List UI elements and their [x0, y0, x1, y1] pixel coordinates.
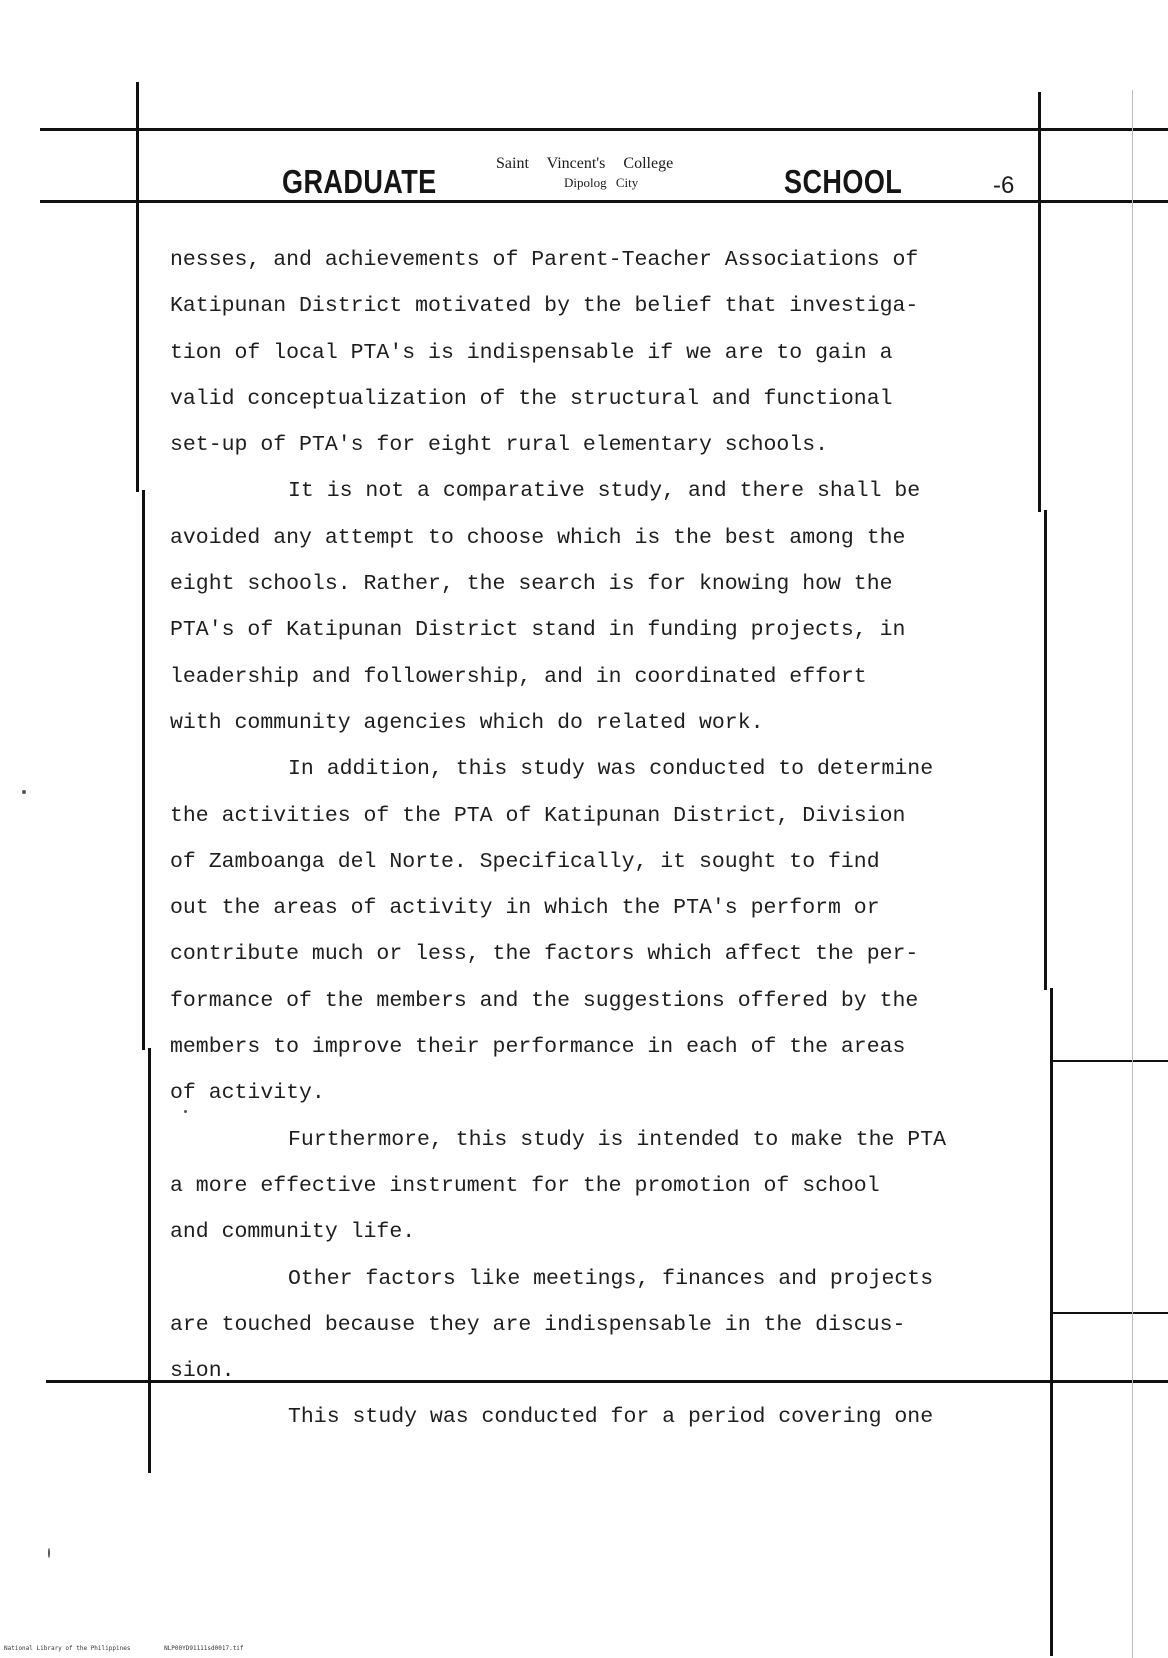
text-line: members to improve their performance in each of the areas — [170, 1035, 906, 1060]
text-line: avoided any attempt to choose which is the best among the — [170, 525, 906, 550]
text-line: valid conceptualization of the structural and functional — [170, 386, 893, 411]
text-line: set-up of PTA's for eight rural elementary schools. — [170, 433, 829, 458]
scan-speck — [22, 790, 26, 794]
college-name: Saint Vincent's College — [496, 155, 674, 172]
footer-filename: NLP00YD91111sd0017.tif — [164, 1645, 244, 1652]
text-line: PTA's of Katipunan District stand in funding projects, in — [170, 618, 906, 643]
text-line: Katipunan District motivated by the belief that investiga- — [170, 294, 919, 319]
text-line: nesses, and achievements of Parent-Teacher Associations of — [170, 248, 919, 272]
paragraph-start: Other factors like meetings, finances and projects — [288, 1266, 934, 1291]
top-rule — [40, 128, 1168, 131]
text-line: eight schools. Rather, the search is for knowing how the — [170, 572, 893, 597]
text-line: tion of local PTA's is indispensable if we are to gain a — [170, 340, 893, 365]
paragraph-start: In addition, this study was conducted to determine — [288, 757, 934, 782]
text-line: with community agencies which do related work. — [170, 710, 764, 735]
right-margin-line-bottom — [1050, 988, 1053, 1656]
college-city: Dipolog City — [564, 175, 639, 190]
right-page-edge — [1132, 90, 1133, 1658]
paragraph-start: This study was conducted for a period covering one — [288, 1405, 934, 1430]
body-text — [170, 237, 1050, 1441]
scan-speck — [184, 1110, 187, 1113]
text-line: are touched because they are indispensable in the discus- — [170, 1312, 906, 1337]
header-graduate: GRADUATE — [282, 163, 437, 200]
paragraph-start: It is not a comparative study, and there shall be — [288, 479, 921, 504]
left-margin-line-lower — [142, 490, 145, 1050]
header-school: SCHOOL — [784, 163, 903, 200]
scan-speck — [48, 1548, 50, 1558]
text-line: of activity. — [170, 1081, 325, 1106]
text-line: formance of the members and the suggestions offered by the — [170, 988, 919, 1013]
right-tick-2 — [1052, 1312, 1168, 1314]
text-line: the activities of the PTA of Katipunan District, Division — [170, 803, 906, 828]
text-line: of Zamboanga del Norte. Specifically, it sought to find — [170, 849, 880, 874]
left-margin-line — [136, 82, 139, 492]
text-line: and community life. — [170, 1220, 416, 1245]
header-rule — [40, 200, 1168, 203]
left-margin-line-bottom — [148, 1048, 151, 1473]
text-line: contribute much or less, the factors which affect the per- — [170, 942, 919, 967]
text-line: a more effective instrument for the promotion of school — [170, 1173, 880, 1198]
scan-footer — [4, 1645, 274, 1652]
text-line: sion. — [170, 1359, 235, 1384]
text-line: out the areas of activity in which the PTA's perform or — [170, 896, 880, 921]
paragraph-start: Furthermore, this study is intended to make the PTA — [288, 1127, 947, 1152]
text-line: leadership and followership, and in coordinated effort — [170, 664, 867, 689]
right-tick-1 — [1050, 1060, 1168, 1062]
footer-library: National Library of the Philippines — [4, 1645, 131, 1652]
page-number: -6 — [993, 172, 1015, 199]
